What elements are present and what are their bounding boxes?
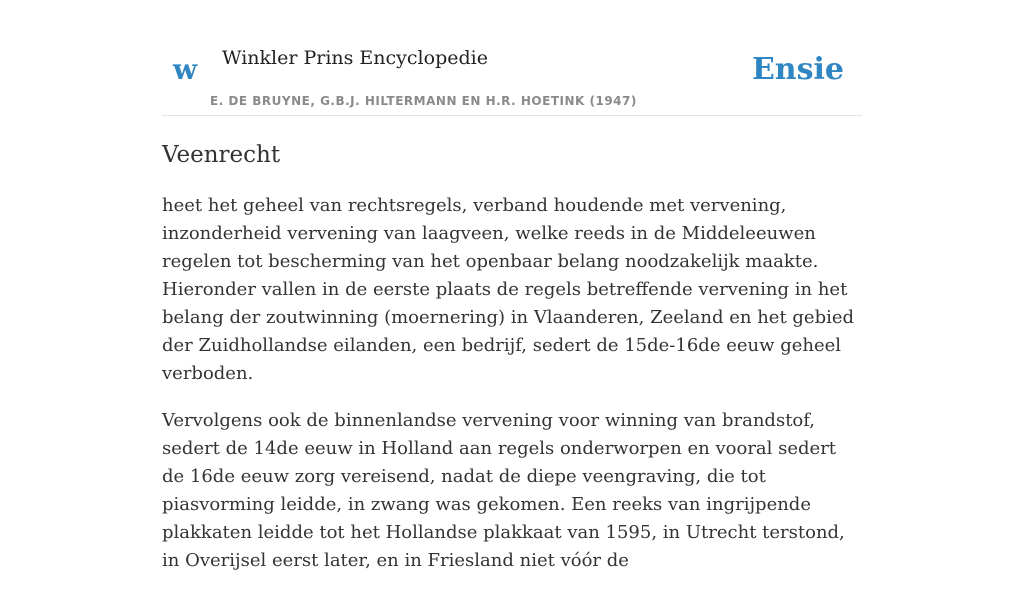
header [162,0,862,116]
book-title-link[interactable]: Winkler Prins Encyclopedie [222,47,488,69]
ensie-logo-link[interactable]: Ensie [751,52,844,87]
article-paragraph-2: Vervolgens ook de binnenlandse vervening voor winning van brandstof, sedert de 14de eeuw in Holland aan regels onderworpen en vooral sedert de 16de eeuw zorg vereisend, nadat de diepe veengraving, die tot piasvorming leidde, in zwang was gekomen. Een reeks van ingrijpende plakkaten leidde tot het Hollandse plakkaat van 1595, in Utrecht terstond, in Overijsel eerst later, en in Friesland niet vóór de [162,410,845,571]
book-authors: E. DE BRUYNE, G.B.J. HILTERMANN EN H.R. HOETINK (1947) [210,94,637,108]
encyclopedia-logo[interactable]: w [173,53,198,86]
page-title: Veenrecht [162,142,281,168]
article-page [162,0,862,571]
article-paragraph-1: heet het geheel van rechtsregels, verband houdende met vervening, inzonderheid vervening van laagveen, welke reeds in de Middeleeuwen regelen tot bescherming van het openbaar belang noodzakelijk maakte. Hieronder vallen in de eerste plaats de regels betreffende vervening in het belang der zoutwinning (moernering) in Vlaanderen, Zeeland en het gebied der Zuidhollandse eilanden, een bedrijf, sedert de 15de-16de eeuw geheel verboden. [162,195,855,384]
article-body [162,192,862,594]
